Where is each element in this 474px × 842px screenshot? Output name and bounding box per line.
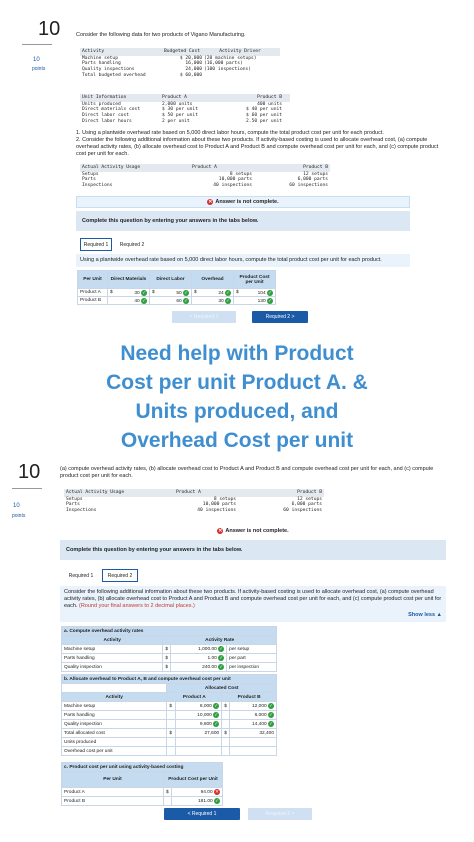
section-a-title: a. Compute overhead activity rates bbox=[62, 627, 277, 636]
req1-prompt: Using a plantwide overhead rate based on 5,000 direct labor hours, compute the total product cost per unit for each product. bbox=[76, 254, 410, 267]
rate-input[interactable] bbox=[171, 654, 227, 663]
total-b: 32,400 bbox=[230, 729, 277, 738]
table-row bbox=[62, 720, 277, 729]
table-row bbox=[62, 729, 277, 738]
header-product-a: Product A bbox=[176, 490, 201, 495]
cell: 8 setups bbox=[213, 496, 236, 502]
header-actual-activity-usage: Actual Activity Usage bbox=[66, 490, 125, 495]
row-label: Machine setup bbox=[62, 702, 167, 711]
prev-required-1-button[interactable]: < Required 1 bbox=[172, 311, 236, 323]
show-less-link[interactable]: Show less ▲ bbox=[408, 611, 442, 618]
currency-sign: $ bbox=[222, 702, 230, 711]
cell: 24,000 bbox=[185, 67, 202, 73]
unit-info-table bbox=[80, 94, 290, 125]
units-b-input[interactable] bbox=[230, 738, 277, 747]
header-activity: Activity bbox=[82, 49, 105, 54]
value: 240.00 bbox=[202, 665, 217, 670]
value: 10,000 bbox=[197, 713, 212, 718]
answer-status-bar bbox=[60, 525, 446, 537]
cell: (16,000 parts) bbox=[204, 61, 243, 67]
tab-required-2[interactable]: Required 2 bbox=[102, 569, 138, 582]
overhead-input[interactable] bbox=[192, 297, 234, 305]
product-cost-input[interactable] bbox=[234, 289, 276, 297]
cell bbox=[202, 73, 278, 79]
currency-sign bbox=[222, 720, 230, 729]
check-icon: ✓ bbox=[226, 297, 230, 303]
overhead-rates-table bbox=[61, 626, 277, 672]
value: 12,000 bbox=[251, 704, 267, 709]
req2-prompt: Consider the following additional information about these two products. If activity-based costing is used to allocate overhead cost, (a) compute overhead activity rates, (b) allocate overhead cost to Product A and Product B and compute overhead cost per unit for each, and (c) compute product cost per unit for each. bbox=[64, 589, 442, 609]
cell: Direct materials cost bbox=[82, 107, 141, 113]
currency-sign: $ bbox=[163, 645, 171, 654]
table-row bbox=[78, 289, 276, 297]
product-b-input[interactable] bbox=[230, 702, 277, 711]
total-a: 27,600 bbox=[175, 729, 222, 738]
cell: Setups bbox=[82, 171, 99, 177]
row-label: Parts handling bbox=[62, 654, 163, 663]
row-label: Quality inspection bbox=[62, 663, 163, 672]
round-note: (Round your final answers to 2 decimal places.) bbox=[79, 602, 195, 609]
check-icon: ✓ bbox=[214, 721, 219, 726]
help-line-4: Overhead Cost per unit bbox=[120, 429, 354, 452]
row-label: Total allocated cost bbox=[62, 729, 167, 738]
cell: 40 inspections bbox=[213, 183, 252, 189]
cell: Units produced bbox=[82, 101, 121, 107]
cell: Setups bbox=[66, 496, 83, 502]
cell: Parts bbox=[82, 177, 96, 183]
check-icon: ✓ bbox=[268, 297, 272, 303]
currency-sign: $ bbox=[222, 729, 230, 738]
value: 50 bbox=[176, 290, 182, 296]
currency-sign bbox=[167, 720, 175, 729]
answer-status-text: Answer is not complete. bbox=[225, 528, 289, 534]
header-product-b: Product B bbox=[222, 693, 277, 702]
currency-sign bbox=[222, 711, 230, 720]
usage-table bbox=[64, 489, 324, 514]
value: 40 bbox=[134, 298, 140, 304]
value: 9,600 bbox=[199, 722, 212, 727]
intro-text: Consider the following data for two products of Vigano Manufacturing. bbox=[76, 32, 246, 38]
cell: 400 units bbox=[257, 101, 282, 107]
check-icon: ✓ bbox=[226, 289, 230, 295]
check-icon: ✓ bbox=[269, 712, 273, 717]
cell: Machine setup bbox=[82, 55, 118, 61]
header-activity-driver: Activity Driver bbox=[219, 49, 261, 54]
header-direct-materials: Direct Materials bbox=[108, 271, 150, 289]
req2-prompt-box bbox=[60, 586, 446, 622]
usage-table-header bbox=[80, 164, 330, 172]
check-icon: ✓ bbox=[214, 703, 219, 708]
value: 6,000 bbox=[254, 713, 267, 718]
table-row bbox=[64, 508, 324, 514]
cell: Inspections bbox=[66, 508, 97, 514]
product-b-input[interactable] bbox=[230, 720, 277, 729]
currency-sign: $ bbox=[110, 289, 113, 295]
units-a-input[interactable] bbox=[175, 738, 222, 747]
instructions bbox=[76, 130, 448, 158]
cell: Parts bbox=[66, 502, 80, 508]
check-icon: ✓ bbox=[269, 721, 273, 726]
value: 14,400 bbox=[251, 722, 267, 727]
header-direct-labor: Direct Labor bbox=[150, 271, 192, 289]
header-unit-information: Unit Information bbox=[82, 95, 127, 100]
error-icon: ✕ bbox=[215, 789, 219, 794]
rate-input[interactable] bbox=[171, 645, 227, 654]
unit-label: per inspection bbox=[227, 663, 277, 672]
value: 130 bbox=[257, 298, 266, 304]
usage-table bbox=[80, 164, 330, 189]
row-label: Product A bbox=[62, 788, 164, 797]
intro-text: (a) compute overhead activity rates, (b) allocate overhead cost to Product A and Product B and compute overhead cost per unit for each, and (c) compute product cost per unit for each. bbox=[60, 466, 434, 479]
table-row bbox=[78, 297, 276, 305]
currency-sign: $ bbox=[163, 654, 171, 663]
product-a-input[interactable] bbox=[175, 711, 222, 720]
direct-materials-input[interactable] bbox=[108, 297, 150, 305]
header-allocated-cost: Allocated Cost bbox=[167, 684, 277, 693]
error-icon: ✕ bbox=[208, 199, 213, 205]
header-activity: Activity bbox=[62, 693, 167, 702]
empty bbox=[167, 747, 175, 756]
question-number: 10 bbox=[18, 461, 41, 483]
help-line-2: Cost per unit Product A. & bbox=[106, 371, 368, 394]
row-label: Product B bbox=[62, 797, 164, 806]
header-product-cost-per-unit: Product Cost per Unit bbox=[164, 772, 223, 788]
product-a-input[interactable] bbox=[175, 720, 222, 729]
cell: 10,000 parts bbox=[218, 177, 252, 183]
row-label: Quality inspection bbox=[62, 720, 167, 729]
currency-sign: $ bbox=[164, 788, 172, 797]
question-number: 10 bbox=[38, 18, 61, 40]
rate-input[interactable] bbox=[171, 663, 227, 672]
table-row bbox=[62, 747, 277, 756]
product-b-cost-input[interactable] bbox=[172, 797, 223, 806]
divider bbox=[12, 488, 42, 489]
unit-label: per part bbox=[227, 654, 277, 663]
header-per-unit: Per Unit bbox=[78, 271, 108, 289]
currency-sign bbox=[167, 711, 175, 720]
table-row bbox=[62, 663, 277, 672]
header-overhead: Overhead bbox=[192, 271, 234, 289]
row-label: Product B bbox=[78, 297, 108, 305]
help-line-3: Units produced, and bbox=[135, 400, 339, 423]
table-row bbox=[80, 73, 280, 79]
cell: $ 60,000 bbox=[179, 72, 202, 78]
budget-table-header bbox=[80, 48, 280, 56]
next-required-2-button[interactable]: Required 2 > bbox=[248, 808, 312, 820]
header-budgeted-cost: Budgeted Cost bbox=[164, 49, 200, 54]
cell: 60 inspections bbox=[289, 183, 328, 189]
empty bbox=[167, 738, 175, 747]
product-cost-table bbox=[77, 270, 276, 305]
complete-note: Complete this question by entering your answers in the tabs below. bbox=[60, 540, 446, 560]
empty bbox=[222, 747, 230, 756]
check-icon: ✓ bbox=[214, 712, 219, 717]
table-row bbox=[62, 788, 223, 797]
cell: 10,000 parts bbox=[202, 502, 236, 508]
product-a-input[interactable] bbox=[175, 702, 222, 711]
cell: $ 60 per unit bbox=[246, 113, 282, 119]
section-b-title: b. Allocate overhead to Product A, B and compute overhead cost per unit bbox=[62, 675, 277, 684]
row-label: Overhead cost per unit bbox=[62, 747, 167, 756]
row-label: Product A bbox=[78, 289, 108, 297]
header-activity-rate: Activity Rate bbox=[163, 636, 277, 645]
header-product-cost-per-unit: Product Cost per Unit bbox=[234, 271, 276, 289]
cell: 16,000 bbox=[185, 61, 202, 67]
cell: Direct labor hours bbox=[82, 118, 132, 124]
value: 60 bbox=[176, 298, 182, 304]
cell: Total budgeted overhead bbox=[82, 72, 146, 78]
row-label: Machine setup bbox=[62, 645, 163, 654]
table-row bbox=[62, 797, 223, 806]
cell: Quality inspections bbox=[82, 67, 135, 73]
currency-sign: $ bbox=[163, 663, 171, 672]
unit-table-header bbox=[80, 94, 290, 102]
check-icon: ✓ bbox=[142, 289, 146, 295]
cell: Direct labor cost bbox=[82, 113, 130, 119]
cell: 2,000 units bbox=[162, 101, 193, 107]
complete-note: Complete this question by entering your answers in the tabs below. bbox=[76, 211, 410, 231]
points-label: points bbox=[12, 513, 26, 519]
value: 181.00 bbox=[197, 799, 213, 804]
value: 24 bbox=[218, 290, 224, 296]
direct-labor-input[interactable] bbox=[150, 297, 192, 305]
oh-per-unit-b-input[interactable] bbox=[230, 747, 277, 756]
cell: (100 inspections) bbox=[204, 67, 252, 73]
table-row bbox=[62, 711, 277, 720]
points-value: 10 bbox=[33, 57, 40, 63]
overhead-input[interactable] bbox=[192, 289, 234, 297]
table-row bbox=[80, 119, 290, 125]
cell: 6,000 parts bbox=[291, 502, 322, 508]
check-icon: ✓ bbox=[184, 297, 188, 303]
value: 30 bbox=[218, 298, 224, 304]
header-per-unit: Per Unit bbox=[62, 772, 164, 788]
table-row bbox=[62, 702, 277, 711]
table-row bbox=[62, 645, 277, 654]
next-required-2-button[interactable]: Required 2 > bbox=[252, 311, 308, 323]
divider bbox=[22, 44, 52, 45]
check-icon: ✓ bbox=[142, 297, 146, 303]
cell: Inspections bbox=[82, 183, 113, 189]
header-product-b: Product B bbox=[303, 165, 328, 170]
help-line-1: Need help with Product bbox=[120, 342, 354, 365]
currency-sign: $ bbox=[167, 729, 175, 738]
value: 8,000 bbox=[199, 704, 212, 709]
check-icon: ✓ bbox=[184, 289, 188, 295]
cell: 2.50 per unit bbox=[246, 118, 282, 124]
cell: 12 setups bbox=[303, 171, 328, 177]
header-product-a: Product A bbox=[192, 165, 217, 170]
table-row bbox=[62, 738, 277, 747]
blank-header bbox=[62, 684, 167, 693]
cell: 40 inspections bbox=[197, 508, 236, 514]
value: 104 bbox=[257, 290, 266, 296]
prev-required-1-button[interactable]: < Required 1 bbox=[164, 808, 240, 820]
cell: Parts handling bbox=[82, 61, 121, 67]
product-a-cost-input[interactable] bbox=[172, 788, 223, 797]
cell: 12 setups bbox=[297, 496, 322, 502]
value: 1.00 bbox=[207, 656, 217, 661]
header-actual-activity-usage: Actual Activity Usage bbox=[82, 165, 141, 170]
allocated-cost-table bbox=[61, 674, 277, 756]
currency-sign: $ bbox=[152, 289, 155, 295]
error-icon: ✕ bbox=[218, 528, 223, 534]
cell: $ 40 per unit bbox=[246, 107, 282, 113]
product-cost-abc-table bbox=[61, 762, 223, 806]
currency-sign: $ bbox=[194, 289, 197, 295]
usage-table-header bbox=[64, 489, 324, 497]
instruction-1: 1. Using a plantwide overhead rate based on 5,000 direct labor hours, compute the total product cost per unit for each product. bbox=[76, 130, 384, 136]
cell: 60 inspections bbox=[283, 508, 322, 514]
currency-sign: $ bbox=[236, 289, 239, 295]
points-value: 10 bbox=[13, 503, 20, 509]
direct-labor-input[interactable] bbox=[150, 289, 192, 297]
check-icon: ✓ bbox=[215, 798, 219, 803]
cell: 8 setups bbox=[229, 171, 252, 177]
table-row bbox=[62, 654, 277, 663]
check-icon: ✓ bbox=[219, 646, 224, 651]
check-icon: ✓ bbox=[219, 655, 224, 660]
oh-per-unit-a-input[interactable] bbox=[175, 747, 222, 756]
currency-sign: $ bbox=[167, 702, 175, 711]
points-label: points bbox=[32, 66, 46, 72]
header-activity: Activity bbox=[62, 636, 163, 645]
header-product-a: Product A bbox=[167, 693, 222, 702]
header-product-b: Product B bbox=[297, 490, 322, 495]
section-c-title: c. Product cost per unit using activity-based costing bbox=[62, 763, 223, 772]
row-label: Units produced bbox=[62, 738, 167, 747]
unit-label: per setup bbox=[227, 645, 277, 654]
instruction-2: 2. Consider the following additional information about these two products. If activity-based costing is used to allocate overhead cost, (a) compute overhead activity rates, (b) allocate overhead cost to Product A and Product B and compute overhead cost per unit for each, and (c) compute product cost per unit for each. bbox=[76, 136, 439, 157]
check-icon: ✓ bbox=[268, 289, 272, 295]
cell: $ 20,000 bbox=[179, 55, 202, 61]
answer-status-text: Answer is not complete. bbox=[215, 199, 279, 205]
header-product-a: Product A bbox=[162, 95, 187, 100]
cell: 6,000 parts bbox=[297, 177, 328, 183]
tab-required-1[interactable]: Required 1 bbox=[80, 238, 112, 251]
value: 1,000.00 bbox=[198, 647, 217, 652]
table-row bbox=[80, 183, 330, 189]
row-label: Parts handling bbox=[62, 711, 167, 720]
value: 30 bbox=[134, 290, 140, 296]
cell: (20 machine setups) bbox=[204, 55, 257, 61]
cell: 2 per unit bbox=[162, 118, 190, 124]
direct-materials-input[interactable] bbox=[108, 289, 150, 297]
cell: $ 50 per unit bbox=[162, 113, 198, 119]
tab-required-2[interactable]: Required 2 bbox=[115, 238, 149, 251]
tab-required-1[interactable]: Required 1 bbox=[64, 569, 98, 582]
value: 94.00 bbox=[200, 790, 213, 795]
currency-sign bbox=[164, 797, 172, 806]
check-icon: ✓ bbox=[269, 703, 273, 708]
product-cost-input[interactable] bbox=[234, 297, 276, 305]
empty bbox=[222, 738, 230, 747]
header-product-b: Product B bbox=[257, 95, 282, 100]
check-icon: ✓ bbox=[219, 664, 224, 669]
budget-table bbox=[80, 48, 280, 79]
cell: $ 30 per unit bbox=[162, 107, 198, 113]
product-b-input[interactable] bbox=[230, 711, 277, 720]
answer-status-bar bbox=[76, 196, 410, 208]
